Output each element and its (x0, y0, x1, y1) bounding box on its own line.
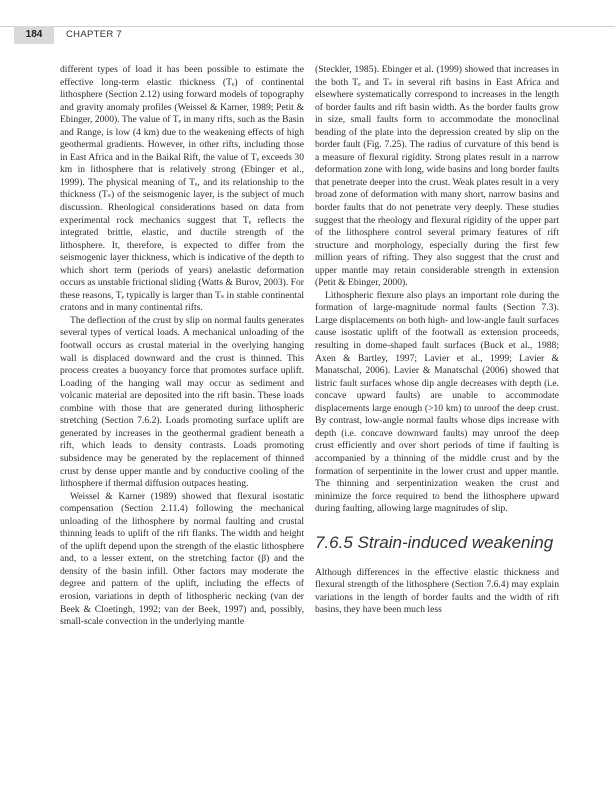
body-paragraph: (Steckler, 1985). Ebinger et al. (1999) showed that increases in the both Tₑ and Tₛ in several rift basins in East Africa and elsewhere systematically correspond to increases in the length of border faults and rift basin width. As the border faults grow in size, small faults form to accommodate the monoclinal bending of the plate into the depression created by slip on the border fault (Fig. 7.25). The radius of curvature of this bend is a measure of flexural rigidity. Strong plates result in a narrow deformation zone with long, wide basins and long border faults that penetrate deeper into the crust. Weak plates result in a very broad zone of deformation with many short, narrow basins and border faults that do not penetrate very deeply. These studies suggest that the rheology and flexural rigidity of the upper part of the lithosphere control several primary features of rift structure and morphology, especially during the first few million years of rifting. They also suggest that the crust and upper mantle may retain considerable strength in extension (Petit & Ebinger, 2000). (315, 64, 559, 289)
body-paragraph: Lithospheric flexure also plays an important role during the formation of large-magnitude normal faults (Section 7.3). Large displacements on both high- and low-angle fault surfaces cause isostatic uplift of the footwall as extension proceeds, resulting in dome-shaped fault surfaces (Buck et al., 1988; Axen & Bartley, 1997; Lavier et al., 1999; Lavier & Manatschal, 2006). Lavier & Manatschal (2006) showed that listric fault surfaces whose dip angle decreases with depth (i.e. concave upward faults) are unable to accommodate displacements large enough (>10 km) to unroof the deep crust. By contrast, low-angle normal faults whose dips increase with depth (i.e. concave downward faults) may unroof the deep crust efficiently and over short periods of time if faulting is accompanied by a thinning of the middle crust and by the formation of serpentinite in the lower crust and upper mantle. The thinning and serpentinization weaken the crust and minimize the force required to bend the lithosphere upward during faulting, allowing large magnitudes of slip. (315, 289, 559, 515)
page-number: 184 (14, 26, 54, 44)
section-heading: 7.6.5 Strain-induced weakening (315, 532, 554, 552)
chapter-label: CHAPTER 7 (66, 29, 123, 40)
right-column (315, 64, 559, 617)
body-paragraph: Weissel & Karner (1989) showed that flexural isostatic compensation (Section 2.11.4) following the mechanical unloading of the lithosphere by normal faulting and crustal thinning leads to uplift of the rift flanks. The width and height of the uplift depend upon the strength of the elastic lithosphere and, to a lesser extent, on the stretching factor (β) and the density of the basin infill. Other factors may moderate the degree and pattern of the uplift, including the effects of erosion, variations in depth of lithospheric necking (van der Beek & Cloetingh, 1992; van der Beek, 1997) and, possibly, small-scale convection in the underlying mantle (60, 490, 304, 628)
left-column (60, 64, 304, 629)
body-paragraph: The deflection of the crust by slip on normal faults generates several types of vertical loads. A mechanical unloading of the footwall occurs as crustal material in the overlying hanging wall is displaced downward and the crust is thinned. This process creates a buoyancy force that promotes surface uplift. Loading of the hanging wall may occur as sediment and volcanic material are deposited into the rift basin. These loads combine with those that are generated during lithospheric stretching (Section 7.6.2). Loads promoting surface uplift are generated by increases in the geothermal gradient beneath a rift, which leads to density contrasts. Loads promoting subsidence may be generated by the replacement of thinned crust by dense upper mantle and by conductive cooling of the lithosphere if thermal diffusion outpaces heating. (60, 314, 304, 490)
body-paragraph: different types of load it has been possible to estimate the effective long-term elastic thickness (Tₑ) of continental lithosphere (Section 2.12) using forward models of topography and gravity anomaly profiles (Weissel & Karner, 1989; Petit & Ebinger, 2000). The value of Tₑ in many rifts, such as the Basin and Range, is low (4 km) due to the weakening effects of high geothermal gradients. However, in other rifts, including those in East Africa and in the Baikal Rift, the value of Tₑ exceeds 30 km in lithosphere that is relatively strong (Ebinger et al., 1999). The physical meaning of Tₑ, and its relationship to the thickness (Tₛ) of the seismogenic layer, is the subject of much discussion. Rheological considerations based on data from experimental rock mechanics suggest that Tₑ reflects the integrated brittle, elastic, and ductile strength of the lithosphere. It, therefore, is expected to differ from the seismogenic layer thickness, which is indicative of the depth to which short term (periods of years) anelastic deformation occurs as unstable frictional sliding (Watts & Burov, 2003). For these reasons, Tₑ typically is larger than Tₛ in stable continental cratons and in many continental rifts. (60, 64, 305, 314)
body-paragraph: Although differences in the effective elastic thickness and flexural strength of the lithosphere (Section 7.6.4) may explain variations in the length of border faults and the width of rift basins, they have been much less (315, 566, 559, 616)
